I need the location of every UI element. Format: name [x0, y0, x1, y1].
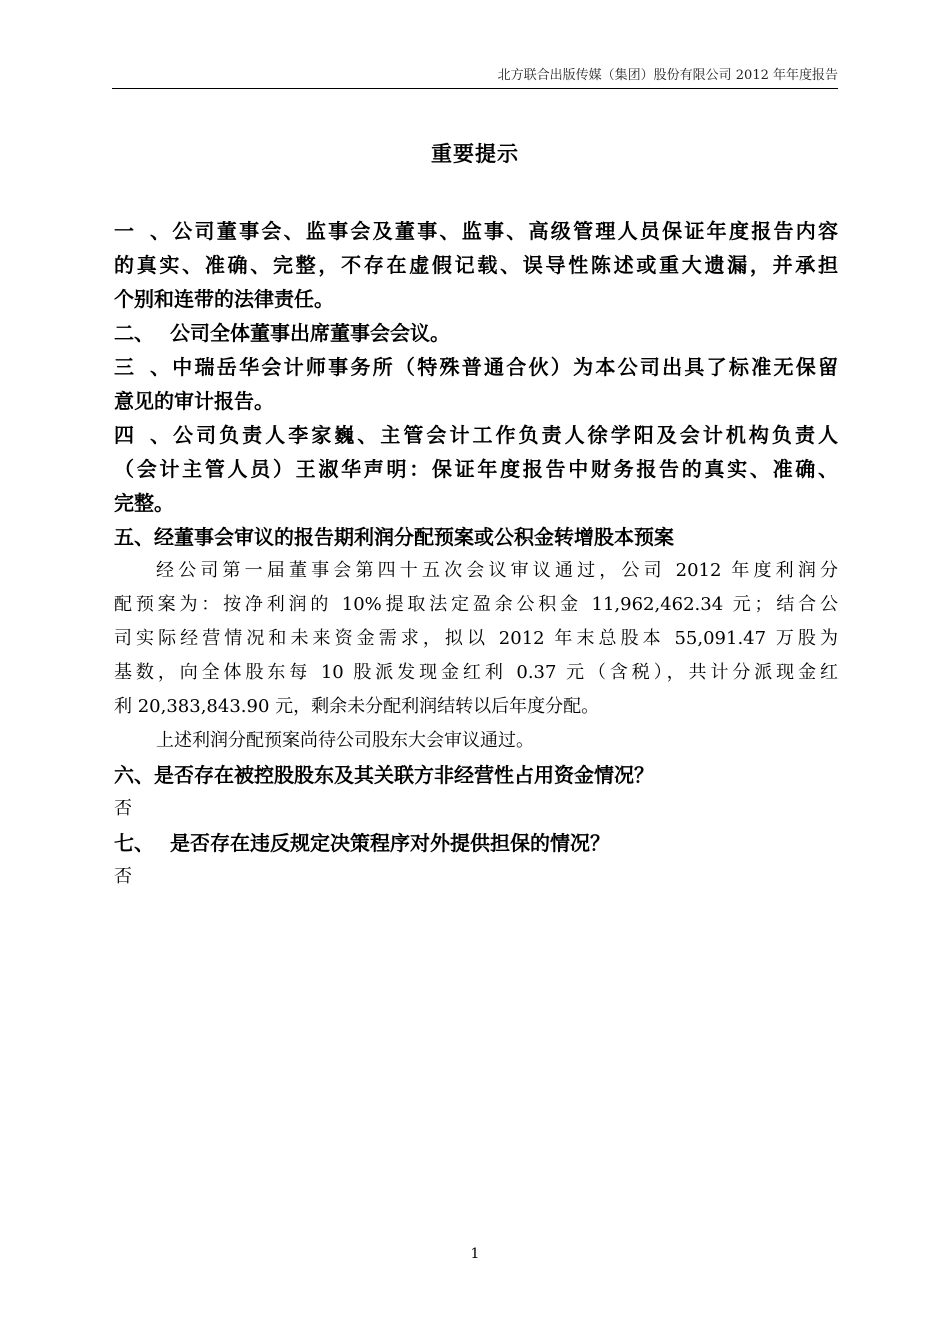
notice-item-6	[114, 758, 838, 826]
notice-item-1-line-3: 个别和连带的法律责任。	[114, 287, 334, 311]
notice-item-2	[114, 316, 838, 350]
document-body	[114, 214, 838, 894]
running-header: 北方联合出版传媒（集团）股份有限公司 2012 年年度报告	[497, 68, 838, 83]
profit-distribution-line-4: 基数，向全体股东每 10 股派发现金红利 0.37 元（含税），共计分派现金红	[114, 662, 838, 683]
notice-item-4	[114, 418, 838, 520]
page-number: 1	[470, 1246, 480, 1262]
item-number: 一、	[114, 219, 170, 243]
notice-item-4-line-3: 完整。	[114, 491, 174, 515]
notice-item-1-line-2: 的真实、准确、完整，不存在虚假记载、误导性陈述或重大遗漏，并承担	[114, 253, 838, 277]
profit-distribution-line-3: 司实际经营情况和未来资金需求，拟以 2012 年末总股本 55,091.47 万股为	[114, 628, 838, 649]
item-number: 三、	[114, 355, 170, 379]
item-number: 七、	[114, 831, 154, 855]
profit-distribution-line-2: 配预案为：按净利润的 10%提取法定盈余公积金 11,962,462.34 元；结合公	[114, 594, 838, 615]
profit-distribution-line-5: 利 20,383,843.90 元，剩余未分配利润结转以后年度分配。	[114, 696, 600, 717]
notice-item-4-line-2: （会计主管人员）王淑华声明：保证年度报告中财务报告的真实、准确、	[114, 457, 838, 481]
notice-item-5-heading: 五、经董事会审议的报告期利润分配预案或公积金转增股本预案	[114, 525, 674, 549]
page-title: 重要提示	[431, 141, 519, 166]
notice-item-3	[114, 350, 838, 418]
notice-item-6-answer: 否	[114, 798, 132, 819]
notice-item-7-heading: 七、 是否存在违反规定决策程序对外提供担保的情况？	[114, 826, 838, 860]
notice-item-3-line-1: 三、中瑞岳华会计师事务所（特殊普通合伙）为本公司出具了标准无保留	[114, 350, 838, 384]
notice-item-1	[114, 214, 838, 316]
header-divider	[112, 88, 838, 89]
profit-distribution-line-1: 经公司第一届董事会第四十五次会议审议通过，公司 2012 年度利润分	[156, 560, 838, 581]
notice-item-6-heading: 六、是否存在被控股股东及其关联方非经营性占用资金情况？	[114, 763, 654, 787]
notice-item-2-line-1: 二、 公司全体董事出席董事会会议。	[114, 316, 838, 350]
notice-item-4-line-1: 四、公司负责人李家巍、主管会计工作负责人徐学阳及会计机构负责人	[114, 418, 838, 452]
notice-item-1-line-1: 一、公司董事会、监事会及董事、监事、高级管理人员保证年度报告内容	[114, 214, 838, 248]
notice-item-3-line-2: 意见的审计报告。	[114, 389, 274, 413]
notice-item-7-answer: 否	[114, 866, 132, 887]
notice-item-7	[114, 826, 838, 894]
item-number: 二、	[114, 321, 154, 345]
item-number: 四、	[114, 423, 170, 447]
notice-item-5	[114, 520, 838, 758]
profit-distribution-note: 上述利润分配预案尚待公司股东大会审议通过。	[156, 730, 534, 751]
